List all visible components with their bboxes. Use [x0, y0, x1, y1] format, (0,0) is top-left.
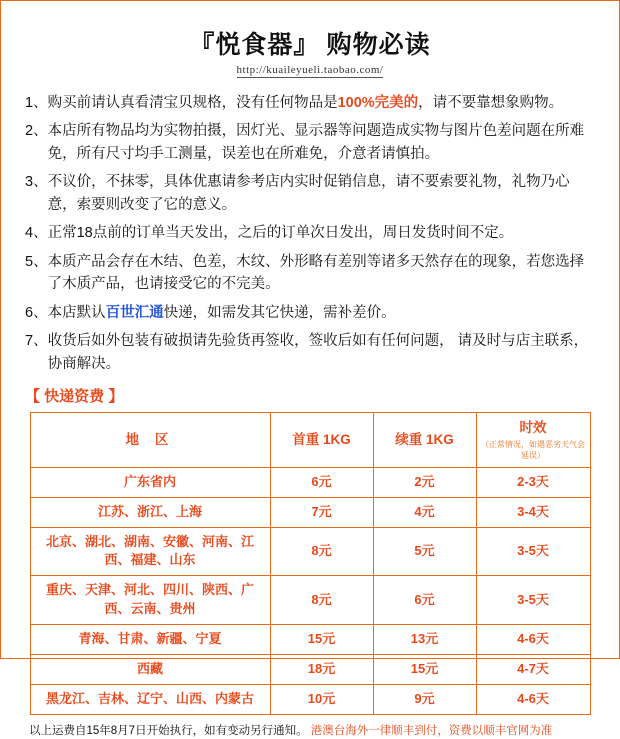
- table-row: [30, 684, 590, 714]
- table-row: [30, 497, 590, 527]
- cell-region: 江苏、浙江、上海: [30, 497, 270, 527]
- term-number: 7、: [25, 333, 48, 350]
- column-header-delivery-time-label: 时效: [519, 420, 547, 436]
- cell-first-weight: 18元: [270, 654, 373, 684]
- cell-extra-weight: 4元: [373, 497, 476, 527]
- cell-region: 黑龙江、吉林、辽宁、山西、内蒙古: [30, 684, 270, 714]
- cell-first-weight: 7元: [270, 497, 373, 527]
- cell-region: 青海、甘肃、新疆、宁夏: [30, 624, 270, 654]
- cell-first-weight: 8元: [270, 576, 373, 625]
- term-item: [25, 120, 595, 165]
- footer-note-orange: 港澳台海外一律顺丰到付，资费以顺丰官网为准: [310, 724, 553, 737]
- cell-region: 西藏: [30, 654, 270, 684]
- term-item: [25, 222, 595, 244]
- term-text-segment: 不议价，不抹零，具体优惠请参考店内实时促销信息，请不要索要礼物，礼物乃心意，索要则改变了它的意义。: [47, 174, 570, 213]
- cell-extra-weight: 13元: [373, 624, 476, 654]
- term-text-highlight: 百世汇通: [105, 304, 164, 321]
- term-text-segment: 本店默认: [47, 304, 106, 321]
- cell-extra-weight: 2元: [373, 467, 476, 497]
- term-item: [25, 302, 595, 324]
- cell-extra-weight: 9元: [373, 684, 476, 714]
- cell-extra-weight: 15元: [373, 654, 476, 684]
- term-text-segment: 快递，如需发其它快递，需补差价。: [163, 304, 396, 321]
- footer-note-black: 以上运费自15年8月7日开始执行，如有变动另行通知。: [29, 724, 308, 737]
- page-title: 『悦食器』 购物必读: [189, 32, 431, 59]
- term-number: 1、: [25, 95, 48, 111]
- shipping-fee-table: [30, 412, 591, 714]
- table-header-row: [30, 413, 590, 468]
- cell-delivery-time: 3-5天: [476, 576, 590, 625]
- table-body: [30, 467, 590, 714]
- cell-first-weight: 10元: [270, 684, 373, 714]
- cell-delivery-time: 3-4天: [476, 497, 590, 527]
- term-text: [48, 302, 595, 324]
- cell-region: 北京、湖北、湖南、安徽、河南、江西、福建、山东: [30, 527, 270, 576]
- cell-extra-weight: 5元: [373, 527, 476, 576]
- column-header-first-weight: 首重 1KG: [270, 413, 373, 468]
- cell-delivery-time: 2-3天: [476, 467, 590, 497]
- fees-heading: 【 快递资费 】: [25, 388, 124, 406]
- term-item: [25, 251, 595, 296]
- cell-first-weight: 8元: [270, 527, 373, 576]
- term-text-segment: 购买前请认真看清宝贝规格，没有任何物品是: [47, 95, 338, 111]
- cell-extra-weight: 6元: [373, 576, 476, 625]
- column-header-region: 地 区: [30, 413, 270, 468]
- cell-delivery-time: 4-6天: [476, 624, 590, 654]
- cell-first-weight: 6元: [270, 467, 373, 497]
- term-text: [48, 222, 595, 244]
- term-text-segment: 收货后如外包装有破损请先验货再签收，签收后如有任何问题， 请及时与店主联系，协商解决。: [47, 333, 589, 372]
- term-text: [48, 330, 595, 375]
- footer-note: [29, 723, 591, 739]
- term-text: [48, 92, 595, 114]
- cell-delivery-time: 4-6天: [476, 684, 590, 714]
- term-text-segment: ，请不要靠想象购物。: [418, 95, 564, 111]
- column-header-extra-weight: 续重 1KG: [373, 413, 476, 468]
- term-text-segment: 本质产品会存在木结、色差，木纹、外形略有差别等诸多天然存在的现象，若您选择了木质产品，也请接受它的不完美。: [47, 253, 585, 293]
- term-item: [25, 171, 595, 216]
- cell-delivery-time: 3-5天: [476, 527, 590, 576]
- term-text: [48, 120, 595, 165]
- column-header-delivery-time: [476, 413, 590, 468]
- table-head: [30, 413, 590, 468]
- cell-region: 重庆、天津、河北、四川、陕西、广西、云南、贵州: [30, 576, 270, 625]
- term-text: [48, 251, 595, 296]
- term-number: 3、: [25, 174, 48, 191]
- term-text-highlight: 100%完美的: [337, 95, 419, 111]
- shop-url-text: http://kuaileyueli.taobao.com/: [236, 64, 384, 76]
- shop-url: [19, 64, 601, 78]
- table-row: [30, 467, 590, 497]
- cell-region: 广东省内: [30, 467, 270, 497]
- table-row: [30, 576, 590, 625]
- term-number: 4、: [25, 225, 48, 242]
- term-text: [48, 171, 595, 216]
- term-number: 5、: [25, 253, 48, 270]
- term-number: 6、: [25, 304, 48, 321]
- term-item: [25, 92, 595, 114]
- term-text-segment: 本店所有物品均为实物拍摄，因灯光、显示器等问题造成实物与图片色差问题在所难免，所有尺寸均手工测量，误差也在所难免，介意者请慎拍。: [47, 123, 585, 162]
- cell-first-weight: 15元: [270, 624, 373, 654]
- term-text-segment: 正常18点前的订单当天发出，之后的订单次日发出，周日发货时间不定。: [47, 225, 514, 242]
- page-header: [19, 25, 601, 78]
- table-row: [30, 527, 590, 576]
- table-row: [30, 624, 590, 654]
- term-number: 2、: [25, 123, 48, 140]
- terms-list: [19, 92, 601, 375]
- term-item: [25, 330, 595, 375]
- page-inner: [1, 1, 619, 739]
- cell-delivery-time: 4-7天: [476, 654, 590, 684]
- column-header-delivery-time-note: （正常情况，如遇恶劣天气会延误）: [481, 439, 585, 461]
